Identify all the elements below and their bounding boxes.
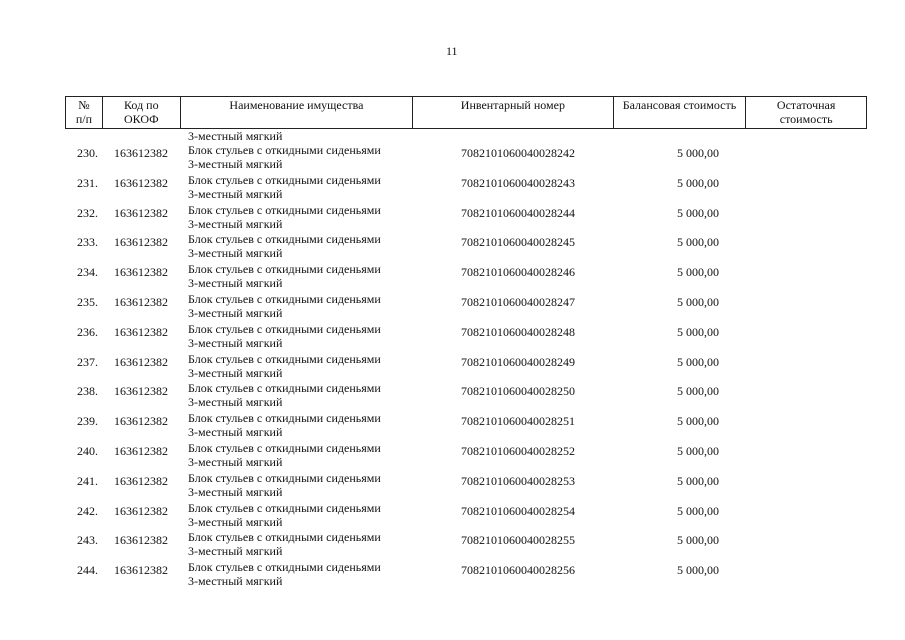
row-number: 234. bbox=[77, 265, 98, 280]
row-property-name-line2: 3-местный мягкий bbox=[188, 454, 283, 469]
row-property-name-line2: 3-местный мягкий bbox=[188, 365, 283, 380]
row-property-name-line1: Блок стульев с откидными сиденьями bbox=[188, 172, 381, 187]
row-property-name-line2: 3-местный мягкий bbox=[188, 216, 283, 231]
row-property-name-line2: 3-местный мягкий bbox=[188, 157, 283, 171]
header-residual-l1: Остаточная bbox=[776, 98, 836, 112]
row-number: 242. bbox=[77, 503, 98, 518]
header-name: Наименование имущества bbox=[181, 97, 413, 128]
row-balance-value: 5 000,00 bbox=[677, 533, 719, 548]
row-property-name-line2: 3-местный мягкий bbox=[188, 335, 283, 350]
row-okof-code: 163612382 bbox=[114, 443, 168, 458]
row-inventory-number: 7082101060040028243 bbox=[461, 175, 575, 190]
row-property-name-line2: 3-местный мягкий bbox=[188, 574, 283, 589]
row-property-name-line1: Блок стульев с откидными сиденьями bbox=[188, 440, 381, 455]
row-property-name-line2: 3-местный мягкий bbox=[188, 484, 283, 499]
row-property-name-line1: Блок стульев с откидными сиденьями bbox=[188, 202, 381, 217]
row-balance-value: 5 000,00 bbox=[677, 503, 719, 518]
row-property-name-line1: Блок стульев с откидными сиденьями bbox=[188, 530, 381, 545]
row-number: 233. bbox=[77, 235, 98, 250]
row-number: 244. bbox=[77, 563, 98, 578]
table-row bbox=[65, 381, 867, 411]
table-row bbox=[65, 262, 867, 292]
row-property-name bbox=[180, 530, 420, 560]
row-number: 231. bbox=[77, 175, 98, 190]
table-row bbox=[65, 441, 867, 471]
table-row bbox=[65, 232, 867, 262]
row-property-name bbox=[180, 143, 420, 173]
row-okof-code: 163612382 bbox=[114, 324, 168, 339]
row-property-name-line1: Блок стульев с откидными сиденьями bbox=[188, 262, 381, 277]
row-property-name-line2: 3-местный мягкий bbox=[188, 276, 283, 291]
row-okof-code: 163612382 bbox=[114, 205, 168, 220]
table-row bbox=[65, 411, 867, 441]
row-inventory-number: 7082101060040028250 bbox=[461, 384, 575, 399]
row-property-name bbox=[180, 262, 420, 292]
table-row bbox=[65, 352, 867, 382]
row-okof-code: 163612382 bbox=[114, 503, 168, 518]
row-property-name bbox=[180, 411, 420, 441]
row-property-name bbox=[180, 560, 420, 590]
table-row bbox=[65, 322, 867, 352]
header-num bbox=[66, 97, 103, 128]
row-property-name-line1: Блок стульев с откидными сиденьями bbox=[188, 143, 381, 157]
table-header bbox=[65, 96, 867, 129]
row-property-name-line1: Блок стульев с откидными сиденьями bbox=[188, 321, 381, 336]
header-balance: Балансовая стоимость bbox=[614, 97, 747, 128]
row-balance-value: 5 000,00 bbox=[677, 473, 719, 488]
continuation-line: 3-местный мягкий bbox=[188, 129, 283, 143]
table-row bbox=[65, 471, 867, 501]
row-balance-value: 5 000,00 bbox=[677, 384, 719, 399]
row-okof-code: 163612382 bbox=[114, 384, 168, 399]
row-number: 236. bbox=[77, 324, 98, 339]
row-balance-value: 5 000,00 bbox=[677, 443, 719, 458]
row-balance-value: 5 000,00 bbox=[677, 265, 719, 280]
row-property-name-line1: Блок стульев с откидными сиденьями bbox=[188, 291, 381, 306]
row-property-name bbox=[180, 322, 420, 352]
table-row bbox=[65, 560, 867, 590]
row-balance-value: 5 000,00 bbox=[677, 414, 719, 429]
row-okof-code: 163612382 bbox=[114, 146, 168, 160]
row-okof-code: 163612382 bbox=[114, 294, 168, 309]
row-number: 232. bbox=[77, 205, 98, 220]
row-okof-code: 163612382 bbox=[114, 235, 168, 250]
row-number: 235. bbox=[77, 294, 98, 309]
row-inventory-number: 7082101060040028252 bbox=[461, 443, 575, 458]
page-number: 11 bbox=[446, 44, 458, 58]
row-number: 238. bbox=[77, 384, 98, 399]
row-property-name bbox=[180, 471, 420, 501]
table-row bbox=[65, 292, 867, 322]
table-row bbox=[65, 530, 867, 560]
row-okof-code: 163612382 bbox=[114, 414, 168, 429]
row-inventory-number: 7082101060040028247 bbox=[461, 294, 575, 309]
row-number: 230. bbox=[77, 146, 98, 160]
table-row bbox=[65, 173, 867, 203]
row-property-name bbox=[180, 292, 420, 322]
row-inventory-number: 7082101060040028242 bbox=[461, 146, 575, 160]
row-property-name-line2: 3-местный мягкий bbox=[188, 246, 283, 261]
row-property-name bbox=[180, 381, 420, 411]
row-inventory-number: 7082101060040028249 bbox=[461, 354, 575, 369]
row-okof-code: 163612382 bbox=[114, 175, 168, 190]
row-inventory-number: 7082101060040028256 bbox=[461, 563, 575, 578]
header-okof-l2: ОКОФ bbox=[123, 112, 159, 126]
row-property-name-line1: Блок стульев с откидными сиденьями bbox=[188, 560, 381, 575]
row-property-name bbox=[180, 441, 420, 471]
header-residual-l2: стоимость bbox=[779, 112, 833, 126]
row-property-name-line1: Блок стульев с откидными сиденьями bbox=[188, 500, 381, 515]
row-number: 237. bbox=[77, 354, 98, 369]
row-property-name bbox=[180, 232, 420, 262]
header-okof bbox=[103, 97, 181, 128]
row-property-name-line1: Блок стульев с откидными сиденьями bbox=[188, 470, 381, 485]
property-table bbox=[65, 96, 867, 590]
row-number: 239. bbox=[77, 414, 98, 429]
row-property-name-line2: 3-местный мягкий bbox=[188, 425, 283, 440]
header-okof-l1: Код по bbox=[124, 98, 159, 112]
table-body bbox=[65, 143, 867, 590]
row-property-name-line2: 3-местный мягкий bbox=[188, 544, 283, 559]
row-balance-value: 5 000,00 bbox=[677, 324, 719, 339]
row-inventory-number: 7082101060040028245 bbox=[461, 235, 575, 250]
header-num-l1: № bbox=[78, 98, 90, 112]
row-property-name-line1: Блок стульев с откидными сиденьями bbox=[188, 351, 381, 366]
row-inventory-number: 7082101060040028253 bbox=[461, 473, 575, 488]
row-okof-code: 163612382 bbox=[114, 265, 168, 280]
row-property-name bbox=[180, 501, 420, 531]
header-num-l2: п/п bbox=[75, 112, 93, 126]
row-balance-value: 5 000,00 bbox=[677, 175, 719, 190]
row-property-name bbox=[180, 352, 420, 382]
row-number: 243. bbox=[77, 533, 98, 548]
row-property-name-line1: Блок стульев с откидными сиденьями bbox=[188, 232, 381, 247]
row-property-name-line1: Блок стульев с откидными сиденьями bbox=[188, 381, 381, 396]
row-balance-value: 5 000,00 bbox=[677, 235, 719, 250]
row-property-name-line1: Блок стульев с откидными сиденьями bbox=[188, 411, 381, 426]
row-balance-value: 5 000,00 bbox=[677, 563, 719, 578]
row-balance-value: 5 000,00 bbox=[677, 205, 719, 220]
row-inventory-number: 7082101060040028254 bbox=[461, 503, 575, 518]
header-residual bbox=[746, 97, 866, 128]
row-inventory-number: 7082101060040028244 bbox=[461, 205, 575, 220]
row-okof-code: 163612382 bbox=[114, 473, 168, 488]
row-property-name-line2: 3-местный мягкий bbox=[188, 514, 283, 529]
header-inventory: Инвентарный номер bbox=[413, 97, 614, 128]
row-inventory-number: 7082101060040028255 bbox=[461, 533, 575, 548]
row-property-name bbox=[180, 203, 420, 233]
row-property-name-line2: 3-местный мягкий bbox=[188, 305, 283, 320]
row-inventory-number: 7082101060040028251 bbox=[461, 414, 575, 429]
row-number: 240. bbox=[77, 443, 98, 458]
row-okof-code: 163612382 bbox=[114, 533, 168, 548]
table-row bbox=[65, 501, 867, 531]
row-inventory-number: 7082101060040028248 bbox=[461, 324, 575, 339]
row-balance-value: 5 000,00 bbox=[677, 354, 719, 369]
row-inventory-number: 7082101060040028246 bbox=[461, 265, 575, 280]
table-row bbox=[65, 203, 867, 233]
row-number: 241. bbox=[77, 473, 98, 488]
row-property-name-line2: 3-местный мягкий bbox=[188, 395, 283, 410]
row-okof-code: 163612382 bbox=[114, 354, 168, 369]
row-property-name bbox=[180, 173, 420, 203]
row-okof-code: 163612382 bbox=[114, 563, 168, 578]
table-row bbox=[65, 143, 867, 173]
row-balance-value: 5 000,00 bbox=[677, 294, 719, 309]
row-balance-value: 5 000,00 bbox=[677, 146, 719, 160]
row-property-name-line2: 3-местный мягкий bbox=[188, 186, 283, 201]
